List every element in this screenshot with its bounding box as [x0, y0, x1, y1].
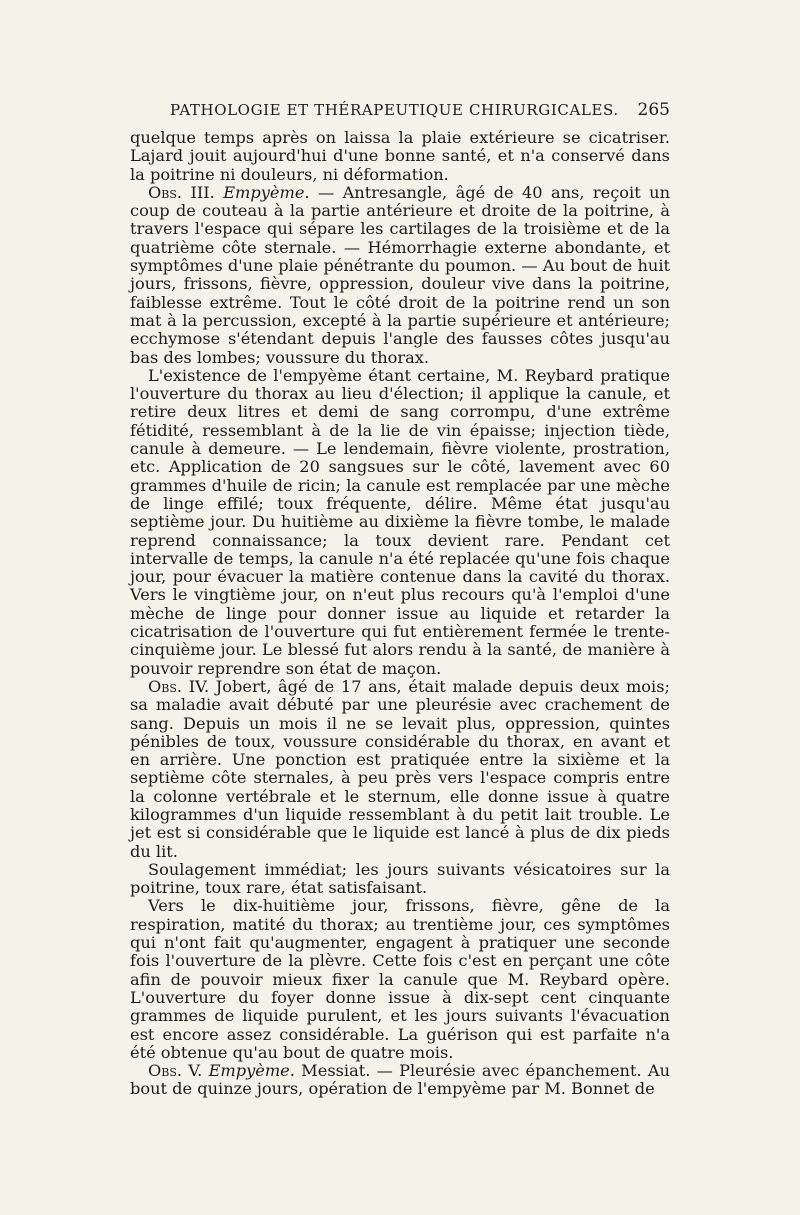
observation-title: Empyème.	[223, 182, 310, 202]
observation-label: Obs. III.	[148, 182, 215, 202]
body-text	[130, 129, 670, 1099]
paragraph-obs-3	[130, 184, 670, 367]
running-header	[170, 96, 670, 124]
observation-label: Obs. IV.	[148, 676, 210, 696]
paragraph-obs-5	[130, 1062, 670, 1099]
observation-title: Empyème.	[208, 1061, 295, 1081]
observation-label: Obs. V.	[148, 1061, 203, 1081]
paragraph	[130, 367, 670, 678]
paragraph-text: — Antresangle, âgé de 40 ans, reçoit un coup de couteau à la partie antérieure et droite de la poitrine, à travers l'espace qui sépare les cartilages de la troisième et de la quatrième côte sternale. — Hémorrhagie externe abondante, et symptômes d'une plaie pénétrante du poumon. — Au bout de huit jours, frissons, fièvre, oppression, douleur vive dans la poitrine, faiblesse extrême. Tout le côté droit de la poitrine rend un son mat à la percussion, excepté à la partie supérieure et antérieure; ecchymose s'étendant depuis l'angle des fausses côtes jusqu'au bas des lombes; voussure du thorax.	[130, 182, 670, 367]
paragraph-text: Soulagement immédiat; les jours suivants vésicatoires sur la poitrine, toux rare, état satisfaisant.	[130, 859, 670, 898]
paragraph-text: Vers le dix-huitième jour, frissons, fièvre, gêne de la respiration, matité du thorax; au trentième jour, ces symptômes qui n'ont fait qu'augmenter, engagent à pratiquer une seconde fois l'ouverture de la plèvre. Cette fois c'est en perçant une côte afin de pouvoir mieux fixer la canule que M. Reybard opère. L'ouverture du foyer donne issue à dix-sept cent cinquante grammes de liquide purulent, et les jours suivants l'évacuation est encore assez considérable. La guérison qui est parfaite n'a été obtenue qu'au bout de quatre mois.	[130, 896, 670, 1062]
paragraph-text: quelque temps après on laissa la plaie extérieure se cicatriser. Lajard jouit aujourd'hui d'une bonne santé, et n'a conservé dans la poitrine ni douleurs, ni déformation.	[130, 128, 670, 184]
paragraph-obs-4	[130, 678, 670, 861]
paragraph-text: Jobert, âgé de 17 ans, était malade depuis deux mois; sa maladie avait débuté par une pleurésie avec crachement de sang. Depuis un mois il ne se levait plus, oppression, quintes pénibles de toux, voussure considérable du thorax, en avant et en arrière. Une ponction est pratiquée entre la sixième et la septième côte sternales, à peu près vers l'espace compris entre la colonne vertébrale et le sternum, elle donne issue à quatre kilogrammes d'un liquide ressemblant à du petit lait trouble. Le jet est si considérable que le liquide est lancé à plus de dix pieds du lit.	[130, 676, 670, 861]
paragraph	[130, 897, 670, 1062]
paragraph-text: L'existence de l'empyème étant certaine, M. Reybard pratique l'ouverture du thorax au lieu d'élection; il applique la canule, et retire deux litres et demi de sang corrompu, d'une extrême fétidité, ressemblant à de la lie de vin épaisse; injection tiède, canule à demeure. — Le lendemain, fièvre violente, prostration, etc. Application de 20 sangsues sur le côté, lavement avec 60 grammes d'huile de ricin; la canule est remplacée par une mèche de linge effilé; toux fréquente, délire. Même état jusqu'au septième jour. Du huitième au dixième la fièvre tombe, le malade reprend connaissance; la toux devient rare. Pendant cet intervalle de temps, la canule n'a été replacée qu'une fois chaque jour, pour évacuer la matière contenue dans la cavité du thorax. Vers le vingtième jour, on n'eut plus recours qu'à l'emploi d'une mèche de linge pour donner issue au liquide et retarder la cicatrisation de l'ouverture qui fut entièrement fermée le trente-cinquième jour. Le blessé fut alors rendu à la santé, de manière à pouvoir reprendre son état de maçon.	[130, 365, 670, 678]
running-title: PATHOLOGIE ET THÉRAPEUTIQUE CHIRURGICALES.	[170, 101, 619, 119]
paragraph-text: Messiat. — Pleurésie avec épanchement. Au bout de quinze jours, opération de l'empyème par M. Bonnet de	[130, 1061, 671, 1099]
paragraph	[130, 861, 670, 898]
page-number: 265	[637, 100, 670, 120]
paragraph-continuation	[130, 129, 670, 184]
